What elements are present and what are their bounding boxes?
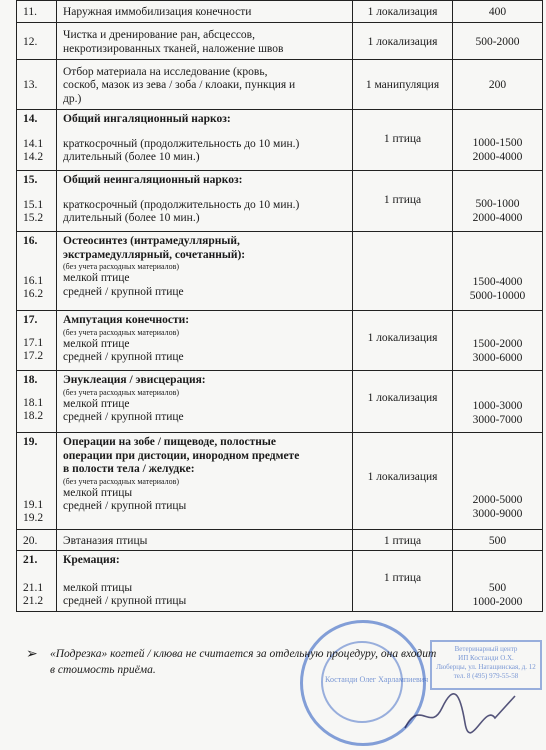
price-text: 2000-5000 bbox=[472, 494, 523, 506]
row-number: 11. bbox=[17, 1, 57, 23]
row-number: 13. bbox=[17, 60, 57, 110]
unit-cell: 1 птица bbox=[353, 530, 453, 551]
row-number bbox=[17, 311, 57, 371]
service-option: мелкой птицы bbox=[63, 486, 133, 499]
price-cell: 400 bbox=[453, 1, 543, 23]
row-subnumber: 15.1 bbox=[23, 198, 44, 211]
price-cell: 500 bbox=[453, 530, 543, 551]
price-text: 3000-9000 bbox=[472, 507, 523, 520]
price-text: 2000-4000 bbox=[472, 211, 523, 224]
price-cell: 200 bbox=[453, 60, 543, 110]
service-title: операции при дистоции, инородном предмете bbox=[63, 449, 300, 462]
service-name: Наружная иммобилизация конечности bbox=[57, 1, 353, 23]
service-option: средней / крупной птицы bbox=[63, 500, 187, 512]
stamp-text: Костанди Олег Харлампиевич bbox=[325, 675, 429, 684]
row-subnumber: 15.2 bbox=[23, 212, 44, 224]
service-option: краткосрочный (продолжительность до 10 мин.) bbox=[63, 198, 300, 211]
row-number: 12. bbox=[17, 23, 57, 60]
row-number-main: 15. bbox=[23, 174, 38, 186]
price-text: 2000-4000 bbox=[472, 150, 523, 163]
price-text: 1000-2000 bbox=[472, 595, 523, 608]
service-option: средней / крупной птице bbox=[63, 285, 184, 298]
price-text: 1000-1500 bbox=[472, 137, 523, 149]
row-number bbox=[17, 110, 57, 171]
table-row bbox=[17, 110, 543, 171]
service-note: (без учета расходных материалов) bbox=[63, 387, 180, 397]
price-cell bbox=[453, 371, 543, 433]
table-row bbox=[17, 530, 543, 551]
price-cell bbox=[453, 311, 543, 371]
service-note: (без учета расходных материалов) bbox=[63, 262, 180, 271]
row-subnumber: 16.2 bbox=[23, 288, 44, 300]
row-subnumber: 16.1 bbox=[23, 274, 44, 287]
row-subnumber: 17.1 bbox=[23, 336, 44, 349]
row-number-main: 21. bbox=[23, 554, 38, 566]
service-option: мелкой птице bbox=[63, 397, 130, 410]
row-subnumber: 14.1 bbox=[23, 137, 44, 150]
table-row bbox=[17, 1, 543, 23]
price-cell bbox=[453, 433, 543, 530]
service-option: краткосрочный (продолжительность до 10 мин.) bbox=[63, 137, 300, 150]
price-cell bbox=[453, 110, 543, 171]
service-option: средней / крупной птицы bbox=[63, 595, 187, 607]
price-text: 500-1000 bbox=[475, 198, 520, 210]
unit-cell bbox=[353, 433, 453, 530]
unit-cell bbox=[353, 311, 453, 371]
service-name bbox=[57, 110, 353, 171]
service-name: Эвтаназия птицы bbox=[57, 530, 353, 551]
service-title: в полости тела / желудке: bbox=[63, 463, 195, 475]
service-name bbox=[57, 433, 353, 530]
row-subnumber: 17.2 bbox=[23, 350, 44, 362]
service-name bbox=[57, 23, 353, 60]
service-note: (без учета расходных материалов) bbox=[63, 476, 180, 486]
row-number bbox=[17, 171, 57, 232]
table-row bbox=[17, 433, 543, 530]
row-number-main: 19. bbox=[23, 436, 38, 448]
service-option: мелкой птицы bbox=[63, 581, 133, 594]
row-number bbox=[17, 371, 57, 433]
table-row bbox=[17, 23, 543, 60]
price-cell bbox=[453, 551, 543, 612]
service-name bbox=[57, 311, 353, 371]
service-name bbox=[57, 551, 353, 612]
service-name-line: др.) bbox=[63, 92, 82, 105]
service-title: Ампутация конечности: bbox=[63, 314, 190, 326]
row-subnumber: 18.1 bbox=[23, 396, 44, 409]
price-text: 1500-4000 bbox=[472, 276, 523, 288]
stamp-line: ИП Костанди О.Х. bbox=[458, 654, 514, 662]
row-subnumber: 21.1 bbox=[23, 581, 44, 594]
service-option: средней / крупной птице bbox=[63, 351, 184, 363]
row-subnumber: 14.2 bbox=[23, 151, 44, 163]
row-number-main: 14. bbox=[23, 113, 38, 125]
service-name bbox=[57, 171, 353, 232]
service-option: мелкой птице bbox=[63, 337, 130, 350]
price-text: 1000-3000 bbox=[472, 400, 523, 412]
price-text: 3000-7000 bbox=[472, 413, 523, 426]
price-cell: 500-2000 bbox=[453, 23, 543, 60]
unit-text: 1 локализация bbox=[367, 332, 438, 344]
service-name-line: Отбор материала на исследование (кровь, bbox=[63, 65, 268, 78]
row-number-main: 17. bbox=[23, 314, 38, 326]
unit-cell bbox=[353, 551, 453, 612]
service-note: (без учета расходных материалов) bbox=[63, 327, 180, 337]
service-title: Энуклеация / эвисцерация: bbox=[63, 374, 206, 386]
table-row bbox=[17, 232, 543, 311]
stamp-line: тел. 8 (495) 979-55-58 bbox=[453, 672, 519, 680]
row-number-main: 18. bbox=[23, 374, 38, 386]
arrow-bullet-icon: ➢ bbox=[26, 647, 38, 662]
service-option: длительный (более 10 мин.) bbox=[63, 151, 200, 163]
row-number-main: 16. bbox=[23, 235, 38, 247]
price-cell bbox=[453, 232, 543, 311]
row-number bbox=[17, 433, 57, 530]
service-title: Операции на зобе / пищеводе, полостные bbox=[63, 436, 276, 448]
service-option: мелкой птице bbox=[63, 272, 130, 284]
row-subnumber: 21.2 bbox=[23, 595, 44, 607]
unit-text: 1 птица bbox=[383, 133, 422, 145]
service-name-line: некротизированных тканей, наложение швов bbox=[63, 42, 284, 55]
service-option: длительный (более 10 мин.) bbox=[63, 212, 200, 224]
table-row bbox=[17, 171, 543, 232]
unit-text: 1 птица bbox=[383, 194, 422, 206]
row-number: 20. bbox=[17, 530, 57, 551]
service-title: Общий ингаляционный наркоз: bbox=[63, 113, 231, 125]
unit-cell bbox=[353, 171, 453, 232]
table-row bbox=[17, 371, 543, 433]
unit-cell bbox=[353, 371, 453, 433]
unit-cell: 1 локализация bbox=[353, 23, 453, 60]
service-name bbox=[57, 60, 353, 110]
unit-cell: 1 локализация bbox=[353, 1, 453, 23]
stamp-line: Люберцы, ул. Натащинская, д. 12 bbox=[436, 663, 536, 671]
service-option: средней / крупной птице bbox=[63, 411, 184, 423]
price-text: 3000-6000 bbox=[472, 351, 523, 364]
footnote-line: «Подрезка» когтей / клюва не считается за отдельную процедуру, она входит bbox=[50, 648, 437, 660]
service-title: Общий неингаляционный наркоз: bbox=[63, 174, 243, 186]
row-subnumber: 18.2 bbox=[23, 410, 44, 422]
service-title: Кремация: bbox=[63, 554, 120, 566]
unit-cell bbox=[353, 110, 453, 171]
unit-text: 1 локализация bbox=[367, 392, 438, 404]
service-name-line: соскоб, мазок из зева / зоба / клоаки, пункция и bbox=[63, 79, 296, 92]
unit-cell bbox=[353, 232, 453, 311]
row-subnumber: 19.2 bbox=[23, 512, 44, 524]
signature bbox=[400, 688, 520, 738]
service-title: экстрамедуллярный, сочетанный): bbox=[63, 248, 246, 261]
footnote bbox=[26, 646, 530, 678]
row-subnumber: 19.1 bbox=[23, 498, 44, 511]
service-name bbox=[57, 371, 353, 433]
table-row bbox=[17, 551, 543, 612]
price-table bbox=[16, 0, 543, 612]
service-name bbox=[57, 232, 353, 311]
price-cell bbox=[453, 171, 543, 232]
footnote-text bbox=[50, 646, 530, 678]
table-row bbox=[17, 60, 543, 110]
unit-text: 1 локализация bbox=[367, 471, 438, 483]
price-text: 1500-2000 bbox=[472, 338, 523, 350]
unit-cell: 1 манипуляция bbox=[353, 60, 453, 110]
footnote-line: в стоимость приёма. bbox=[50, 664, 156, 676]
price-text: 500 bbox=[488, 582, 507, 594]
table-row bbox=[17, 311, 543, 371]
service-title: Остеосинтез (интрамедуллярный, bbox=[63, 235, 240, 247]
row-number bbox=[17, 232, 57, 311]
service-name-line: Чистка и дренирование ран, абсцессов, bbox=[63, 29, 255, 41]
stamp-line: Ветеринарный центр bbox=[454, 645, 518, 653]
unit-text: 1 птица bbox=[383, 572, 422, 584]
price-text: 5000-10000 bbox=[469, 289, 526, 302]
signature-stroke bbox=[405, 694, 515, 733]
row-number bbox=[17, 551, 57, 612]
